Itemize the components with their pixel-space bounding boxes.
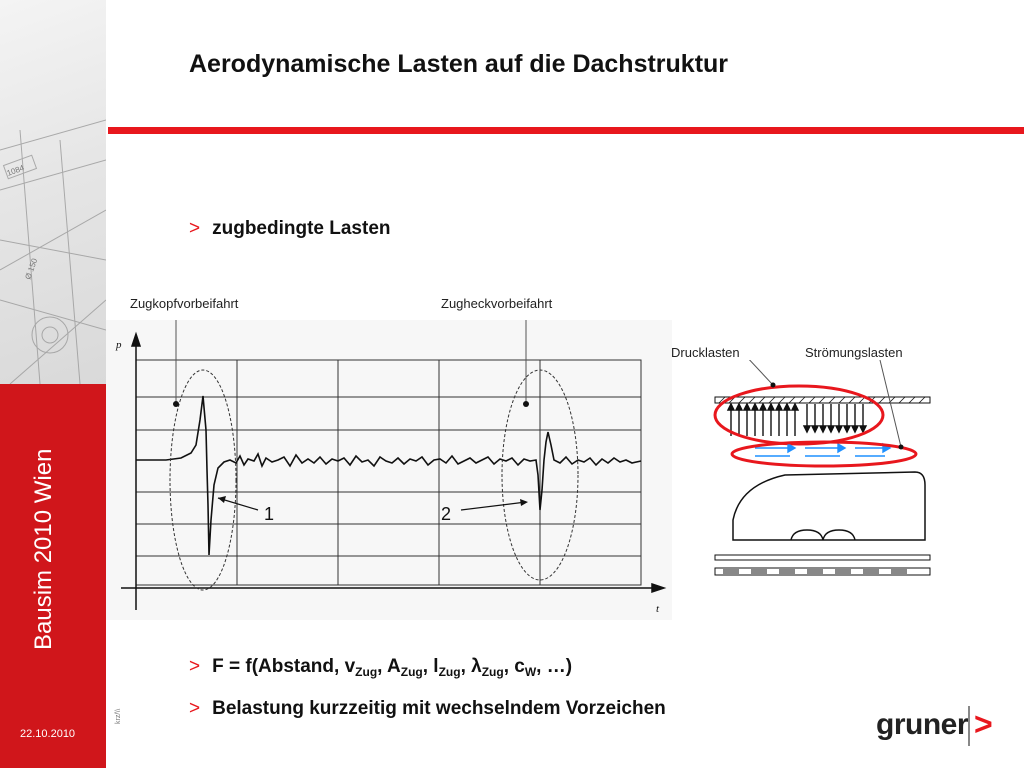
y-axis-label: p (116, 339, 122, 351)
slide-date: 22.10.2010 (20, 728, 76, 740)
flow-arrows (755, 444, 890, 456)
logo-separator (968, 706, 970, 746)
sidebar-background-image (0, 0, 106, 384)
slide-title: Aerodynamische Lasten auf die Dachstruktur (189, 50, 729, 78)
bullet-zugbedingte-lasten (189, 218, 391, 240)
bullet-text: zugbedingte Lasten (212, 218, 391, 239)
marker-1: 1 (264, 504, 275, 524)
label-zugkopfvorbeifahrt: Zugkopfvorbeifahrt (130, 296, 239, 311)
blueprint-drawing-icon (0, 0, 106, 384)
svg-text:Ø 150: Ø 150 (23, 257, 40, 281)
event-name: Bausim 2010 Wien (30, 448, 57, 650)
dot-tail (523, 401, 529, 407)
marker-2: 2 (441, 504, 452, 524)
label-stroemungslasten: Strömungslasten (805, 345, 903, 360)
x-axis-label: t (656, 603, 660, 615)
bullet-marker: > (189, 656, 201, 677)
pressure-chart-svg (106, 320, 672, 620)
gruner-logo: gruner (876, 708, 969, 741)
dot-flow (899, 445, 904, 450)
pressure-arrows-up (728, 404, 798, 436)
title-underline (108, 127, 1024, 134)
footer-mark: krz/\\ (115, 708, 122, 724)
logo-arrow-icon: > (974, 706, 993, 742)
flow-highlight (732, 442, 916, 466)
bullet-belastung (189, 698, 666, 720)
train-load-svg (705, 360, 945, 590)
leader-pressure (745, 360, 773, 385)
bullet-marker: > (189, 218, 201, 239)
train-load-diagram (705, 360, 945, 590)
label-zugheckvorbeifahrt: Zugheckvorbeifahrt (441, 296, 553, 311)
dot-pressure (771, 383, 776, 388)
bullet-marker: > (189, 698, 201, 719)
dot-head (173, 401, 179, 407)
pressure-highlight (715, 386, 883, 444)
bullet-formula (189, 656, 572, 679)
label-drucklasten: Drucklasten (671, 345, 740, 360)
bullet-text: Belastung kurzzeitig mit wechselndem Vorzeichen (212, 698, 666, 719)
svg-text:1084: 1084 (5, 163, 26, 178)
pressure-arrows-down (804, 404, 866, 432)
train-body (733, 472, 925, 540)
track-upper (715, 555, 930, 560)
pressure-chart (106, 320, 672, 620)
formula-text: F = f(Abstand, $v_{Zug}$, $A_{Zug}$, $l_{Zug}$, $\lambda_{Zug}$, $c_W$, …) (212, 656, 573, 679)
